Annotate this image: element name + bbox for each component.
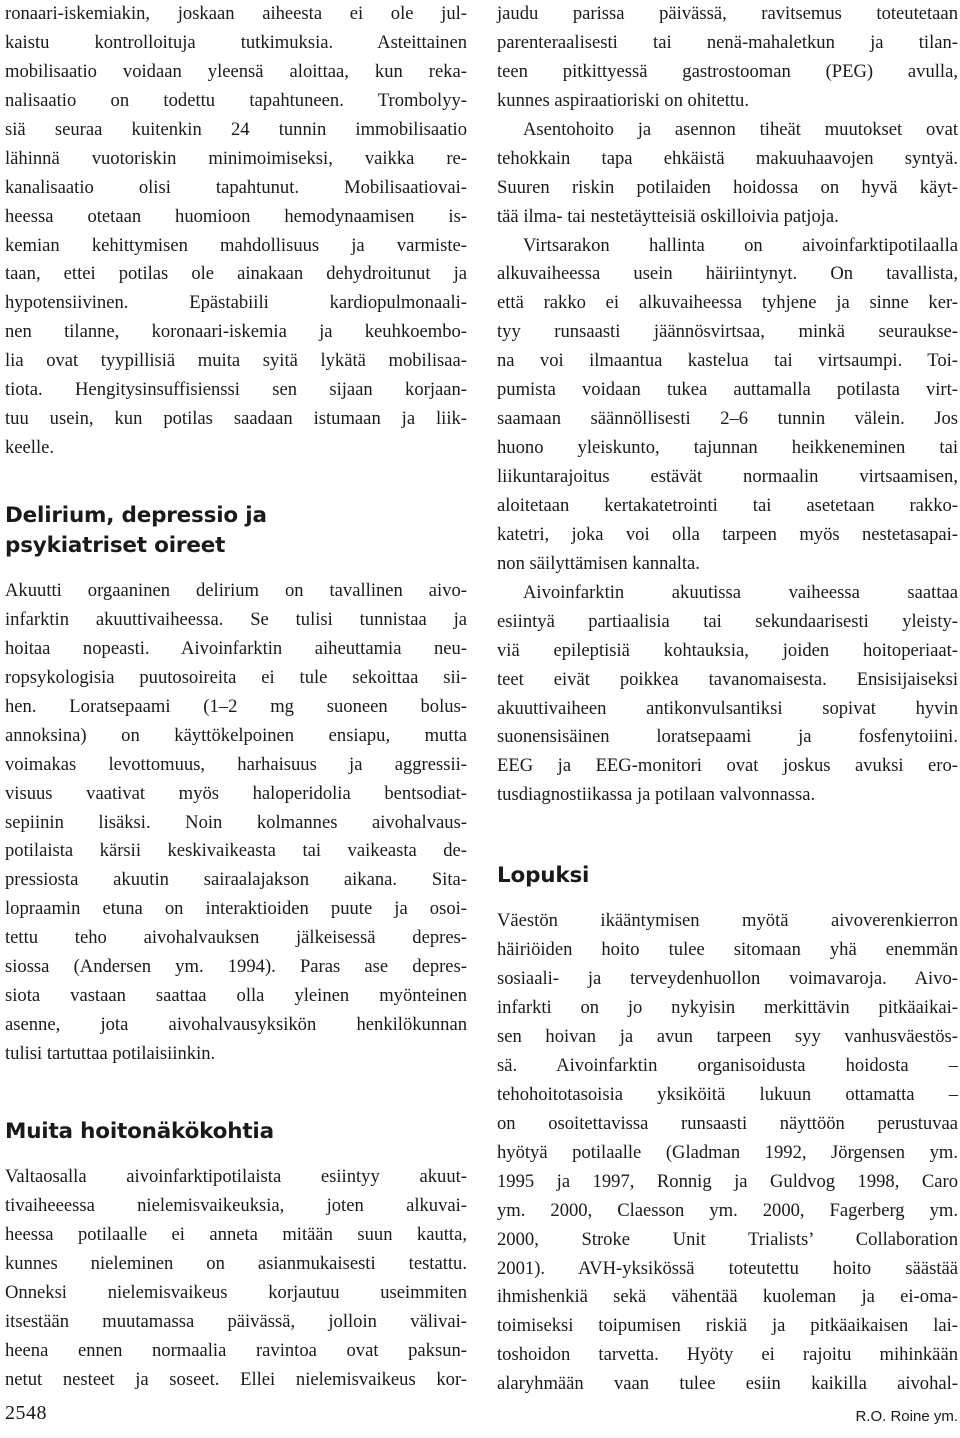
- text-line: suonensisäinen loratsepaami ja fosfenytoiini.: [497, 726, 958, 748]
- text-line: lopraamin etuna on interaktioiden puute ja osoi-: [5, 898, 467, 920]
- text-line: ihmishenkiä sekä vähentää kuoleman ja ei-oma-: [497, 1286, 958, 1308]
- text-line: na voi ilmaantua kastelua tai virtsaumpi. Toi-: [497, 350, 958, 372]
- text-line: 2000, Stroke Unit Trialists’ Collaboration: [497, 1228, 958, 1250]
- text-line: mobilisaatio voidaan yleensä aloittaa, kun reka-: [5, 60, 467, 82]
- text-line: alkuvaiheessa usein häiriintynyt. On tavallista,: [497, 263, 958, 285]
- text-line: tuu usein, kun potilas saadaan istumaan ja liik-: [5, 408, 467, 430]
- text-line: ym. 2000, Claesson ym. 2000, Fagerberg ym.: [497, 1199, 958, 1221]
- running-author: R.O. Roine ym.: [855, 1408, 958, 1425]
- text-line: kaistu kontrolloituja tutkimuksia. Asteittainen: [5, 31, 467, 53]
- text-line: potilaista kärsii keskivaikeasta tai vaikeasta de-: [5, 840, 467, 862]
- text-line: hoitaa nopeasti. Aivoinfarktin aiheuttamia neu-: [5, 637, 467, 659]
- text-line: asenne, jota aivohalvausyksikön henkilökunnan: [5, 1014, 467, 1036]
- text-line: hen. Loratsepaami (1–2 mg suoneen bolus-: [5, 695, 467, 717]
- text-line: tyy runsaasti jäännösvirtsaa, minkä seurauksе-: [497, 321, 958, 343]
- text-line: tusdiagnostiikassa ja potilaan valvonnassa.: [497, 784, 816, 806]
- text-line: Suuren riskin potilaiden hoidossa on hyvä käyt-: [497, 176, 958, 198]
- text-line: on osoitettavissa runsaasti näyttöön perustuvaa: [497, 1112, 958, 1134]
- paragraph-seizures: [497, 579, 958, 811]
- text-line: taan, ettei potilas ole ainakaan dehydroitunut ja: [5, 263, 467, 285]
- text-line: lähinnä vuotoriskin minimoimiseksi, vaikka re-: [5, 147, 467, 169]
- text-line: tettu teho aivohalvauksen jälkeisessä depres-: [5, 927, 467, 949]
- text-line: netut nesteet ja soseet. Ellei nielemisvaikeus kor-: [5, 1368, 467, 1390]
- text-line: sä. Aivoinfarktin organisoidusta hoidosta –: [497, 1054, 958, 1076]
- text-line: tivaiheeessa nielemisvaikeuksia, joten alkuvai-: [5, 1194, 467, 1216]
- text-line: siota vastaan saattaa olla yleinen myönteinen: [5, 985, 467, 1007]
- text-line: Onneksi nielemisvaikeus korjautuu useimmiten: [5, 1281, 467, 1303]
- text-line: aloitetaan kertakatetrointi tai asetetaan rakko-: [497, 494, 958, 516]
- text-line: Asentohoito ja asennon tiheät muutokset ovat: [523, 118, 958, 140]
- text-line: kanalisaatio olisi tapahtunut. Mobilisaatiovai-: [5, 176, 467, 198]
- heading-lopuksi: Lopuksi: [497, 863, 590, 889]
- text-line: kunnes aspiraatioriski on ohitettu.: [497, 89, 750, 111]
- text-line: että rakko ei alkuvaiheessa tyhjene ja sinne ker-: [497, 292, 958, 314]
- text-line: saamaan säännöllisesti 2–6 tunnin välein. Jos: [497, 408, 958, 430]
- paragraph-mobilisation: [5, 0, 467, 463]
- paragraph-positioning: [497, 116, 958, 232]
- text-line: viä epileptisiä kohtauksia, joiden hoitoperiaat-: [497, 639, 958, 661]
- text-line: huono yleiskunto, tajunnan heikkeneminen tai: [497, 437, 958, 459]
- text-line: ropsykologisia puutosoireita ei tule sekoittaa sii-: [5, 666, 467, 688]
- paragraph-swallowing: [5, 1163, 467, 1395]
- text-line: esiintyä partiaalisia tai sekundaarisesti yleisty-: [497, 610, 958, 632]
- text-line: siä seuraa kuitenkin 24 tunnin immobilisaatio: [5, 118, 467, 140]
- text-line: keelle.: [5, 437, 55, 459]
- text-line: tiota. Hengitysinsuffisienssi sen sijaan korjaan-: [5, 379, 467, 401]
- text-line: Väestön ikääntymisen myötä aivoverenkierron: [497, 910, 958, 932]
- text-line: heessa potilaalle ei anneta mitään suun kautta,: [5, 1223, 467, 1245]
- text-line: teen pitkittyessä gastrostooman (PEG) avulla,: [497, 60, 958, 82]
- paragraph-conclusion: [497, 907, 958, 1399]
- heading-line: Delirium, depressio ja: [5, 503, 267, 528]
- text-line: annoksina) on käyttökelpoinen ensiapu, mutta: [5, 724, 467, 746]
- text-line: hypotensiivinen. Epästabiili kardiopulmonaali-: [5, 292, 467, 314]
- text-line: teet eivät poikkea tavanomaisesta. Ensisijaiseksi: [497, 668, 958, 690]
- text-line: toimiseksi toipumisen riskiä ja pitkäaikaisen lai-: [497, 1315, 958, 1337]
- text-line: sepiinin lisäksi. Noin kolmannes aivohalvaus-: [5, 811, 467, 833]
- heading-muita-hoitonakokohtia: Muita hoitonäkökohtia: [5, 1118, 274, 1144]
- page-number: 2548: [5, 1402, 47, 1424]
- text-line: tehohoitotasoisia yksiköitä lukuun ottamatta –: [497, 1083, 958, 1105]
- text-line: Valtaosalla aivoinfarktipotilaista esiintyy akuut-: [5, 1165, 467, 1187]
- paragraph-nutrition: [497, 0, 958, 116]
- text-line: toshoidon tarvetta. Hyöty ei rajoitu mihinkään: [497, 1344, 958, 1366]
- text-line: lia ovat tyypillisiä muita syitä lykätä mobilisaa-: [5, 350, 467, 372]
- text-line: itsestään muutamassa päivässä, jolloin välivai-: [5, 1310, 467, 1332]
- left-column: [5, 0, 467, 1394]
- text-line: voimakas levottomuus, harhaisuus ja aggressii-: [5, 753, 467, 775]
- text-line: pressiosta akuutin sairaalajakson aikana. Sita-: [5, 869, 467, 891]
- text-line: infarktin akuuttivaiheessa. Se tulisi tunnistaa ja: [5, 608, 467, 630]
- text-line: sen hoivan ja avun tarpeen syy vanhusväestös-: [497, 1026, 958, 1047]
- paragraph-delirium: [5, 577, 467, 1069]
- text-line: kemian kehittymisen mahdollisuus ja varmiste-: [5, 234, 467, 256]
- text-line: sosiaali- ja terveydenhuollon voimavaroja. Aivo-: [497, 968, 958, 990]
- text-line: 1995 ja 1997, Ronnig ja Guldvog 1998, Caro: [497, 1170, 958, 1192]
- heading-delirium: [5, 501, 467, 561]
- text-line: nen tilanne, koronaari-iskemia ja keuhkoembo-: [5, 321, 467, 343]
- text-line: 2001). AVH-yksikössä toteutettu hoito säästää: [497, 1257, 958, 1279]
- text-line: liikuntarajoitus estävät normaalin virtsaamisen,: [497, 466, 958, 487]
- text-line: Akuutti orgaaninen delirium on tavallinen aivo-: [5, 580, 467, 601]
- text-line: pumista voidaan tukea auttamalla potilasta virt-: [497, 379, 958, 401]
- heading-line: psykiatriset oireet: [5, 533, 226, 558]
- text-line: tehokkain tapa ehkäistä makuuhaavojen syntyä.: [497, 147, 958, 169]
- text-line: tää ilma- tai nestetäytteisiä oskilloivia patjoja.: [497, 205, 839, 227]
- text-line: parenteraalisesti tai nenä-mahaletkun ja tilan-: [497, 31, 958, 53]
- text-line: jaudu parissa päivässä, ravitsemus toteutetaan: [497, 3, 958, 24]
- text-line: ronaari-iskemiakin, joskaan aiheesta ei ole jul-: [5, 3, 467, 24]
- text-line: katetri, joka voi olla tarpeen myös nestetasapai-: [497, 523, 958, 545]
- text-line: nalisaatio on todettu tapahtuneen. Trombolyy-: [5, 89, 467, 111]
- text-line: non säilyttämisen kannalta.: [497, 552, 700, 574]
- text-line: tulisi tartuttaa potilaisiinkin.: [5, 1043, 216, 1064]
- text-line: alaryhmään vaan tulee esiin kaikilla aivohal-: [497, 1373, 958, 1395]
- text-line: heessa otetaan huomioon hemodynaamisen is-: [5, 205, 467, 227]
- paragraph-bladder: [497, 232, 958, 579]
- text-line: Virtsarakon hallinta on aivoinfarktipotilaalla: [523, 234, 958, 256]
- text-line: heena ennen normaalia ravintoa ovat paksun-: [5, 1339, 467, 1361]
- text-line: infarkti on jo nykyisin merkittävin pitkäaikai-: [497, 997, 958, 1019]
- text-line: kunnes nieleminen on asianmukaisesti testattu.: [5, 1252, 467, 1274]
- text-line: akuuttivaiheen antikonvulsantiksi sopivat hyvin: [497, 697, 958, 719]
- text-line: EEG ja EEG-monitori ovat joskus avuksi ero-: [497, 755, 958, 777]
- text-line: Aivoinfarktin akuutissa vaiheessa saattaa: [523, 581, 958, 603]
- text-line: visuus vaativat myös haloperidolia bentsodiat-: [5, 782, 467, 804]
- right-column: [497, 0, 958, 1399]
- text-line: siossa (Andersen ym. 1994). Paras ase depres-: [5, 956, 467, 978]
- text-line: häiriöiden hoito tulee sitomaan yhä enemmän: [497, 939, 958, 961]
- text-line: hyötyä potilaalle (Gladman 1992, Jörgensen ym.: [497, 1141, 958, 1163]
